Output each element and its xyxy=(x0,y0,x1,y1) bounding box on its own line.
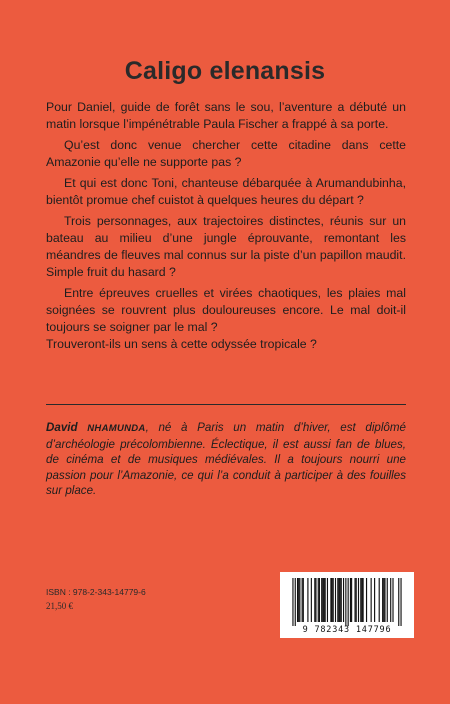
barcode-bar xyxy=(382,578,383,622)
barcode-bar xyxy=(341,578,342,622)
barcode-bar xyxy=(319,578,320,622)
barcode-bar xyxy=(366,578,367,622)
blurb-paragraph: Et qui est donc Toni, chanteuse débarquée à Arumandubinha, bientôt promue chef cuistot à quelques heures du départ ? xyxy=(46,176,406,207)
author-bio xyxy=(46,420,406,499)
barcode-digits: 9 782343 147796 xyxy=(302,625,392,635)
barcode-bar xyxy=(392,578,393,622)
barcode-bars xyxy=(280,572,414,626)
barcode-bar xyxy=(345,578,346,626)
barcode-bar xyxy=(297,578,298,622)
barcode-bar xyxy=(351,578,352,622)
isbn-number: ISBN : 978-2-343-14779-6 xyxy=(46,587,146,597)
barcode-bar xyxy=(387,578,388,622)
blurb-paragraph: Pour Daniel, guide de forêt sans le sou, l’aventure a débuté un matin lorsque l’impénétrable Paula Fischer a frappé à sa porte. xyxy=(46,100,406,131)
author-last-name: NHAMUNDA xyxy=(87,423,146,434)
barcode-bar xyxy=(360,578,361,622)
barcode-bar xyxy=(322,578,323,622)
barcode-bar xyxy=(337,578,338,622)
barcode-bar xyxy=(327,578,328,622)
blurb-paragraph: Trouveront-ils un sens à cette odyssée tropicale ? xyxy=(46,337,317,351)
barcode-bar xyxy=(338,578,339,622)
barcode-bar xyxy=(302,578,303,622)
blurb-paragraph: Entre épreuves cruelles et virées chaotiques, les plaies mal soignées se rouvrent plus douloureuses encore. Le mal doit-il toujours se soigner par le mal ? xyxy=(46,286,406,334)
barcode-bar xyxy=(358,578,359,622)
author-name xyxy=(46,421,146,434)
barcode-bar xyxy=(299,578,300,622)
barcode-bar xyxy=(333,578,334,622)
barcode-bar xyxy=(331,578,332,622)
barcode-bar xyxy=(350,578,351,622)
barcode-bar xyxy=(354,578,355,622)
blurb-paragraph: Qu’est donc venue chercher cette citadine dans cette Amazonie qu’elle ne supporte pas ? xyxy=(46,138,406,169)
barcode-bar xyxy=(383,578,384,622)
barcode-bar xyxy=(340,578,341,622)
barcode-bar xyxy=(356,578,357,622)
barcode-bar xyxy=(315,578,316,622)
barcode-bar xyxy=(303,578,304,622)
barcode-bar xyxy=(374,578,375,622)
author-first-name: David xyxy=(46,421,78,434)
barcode-bar xyxy=(292,578,293,626)
barcode-bar xyxy=(318,578,319,622)
barcode-bar xyxy=(371,578,372,622)
barcode-bar xyxy=(311,578,312,622)
barcode-bar xyxy=(325,578,326,622)
barcode-bar xyxy=(307,578,308,622)
barcode-bar xyxy=(400,578,401,626)
barcode-bar xyxy=(298,578,299,622)
author-bio-text: , né à Paris un matin d’hiver, est diplômé d’archéologie précolombienne. Éclectique, il est aussi fan de blues, de cinéma et de musiques médiévales. Il a toujours nourri une passion pour l’Amazonie, ce qui l’a conduit à participer à des fouilles sur place. xyxy=(46,421,406,497)
barcode-bar xyxy=(384,578,385,622)
barcode-bar xyxy=(330,578,331,622)
barcode-bar xyxy=(343,578,344,622)
barcode-bar xyxy=(398,578,399,626)
barcode-bar xyxy=(390,578,391,622)
barcode-bar xyxy=(379,578,380,622)
back-cover-blurb xyxy=(46,99,406,357)
book-title: Caligo elenansis xyxy=(124,56,326,85)
barcode-bar xyxy=(348,578,349,626)
barcode-bar xyxy=(321,578,322,622)
barcode-bar xyxy=(363,578,364,622)
barcode-bar xyxy=(335,578,336,622)
barcode-bar xyxy=(361,578,362,622)
barcode-bar xyxy=(323,578,324,622)
price: 21,50 € xyxy=(46,601,73,611)
section-divider xyxy=(46,404,406,405)
blurb-paragraph: Trois personnages, aux trajectoires distinctes, réunis sur un bateau au milieu d’une jungle éprouvante, remontant les méandres de fleuves mal connus sur la piste d’un papillon maudit. Simple fruit du hasard ? xyxy=(46,214,406,279)
barcode xyxy=(280,572,414,638)
barcode-bar xyxy=(314,578,315,622)
barcode-bar xyxy=(295,578,296,626)
